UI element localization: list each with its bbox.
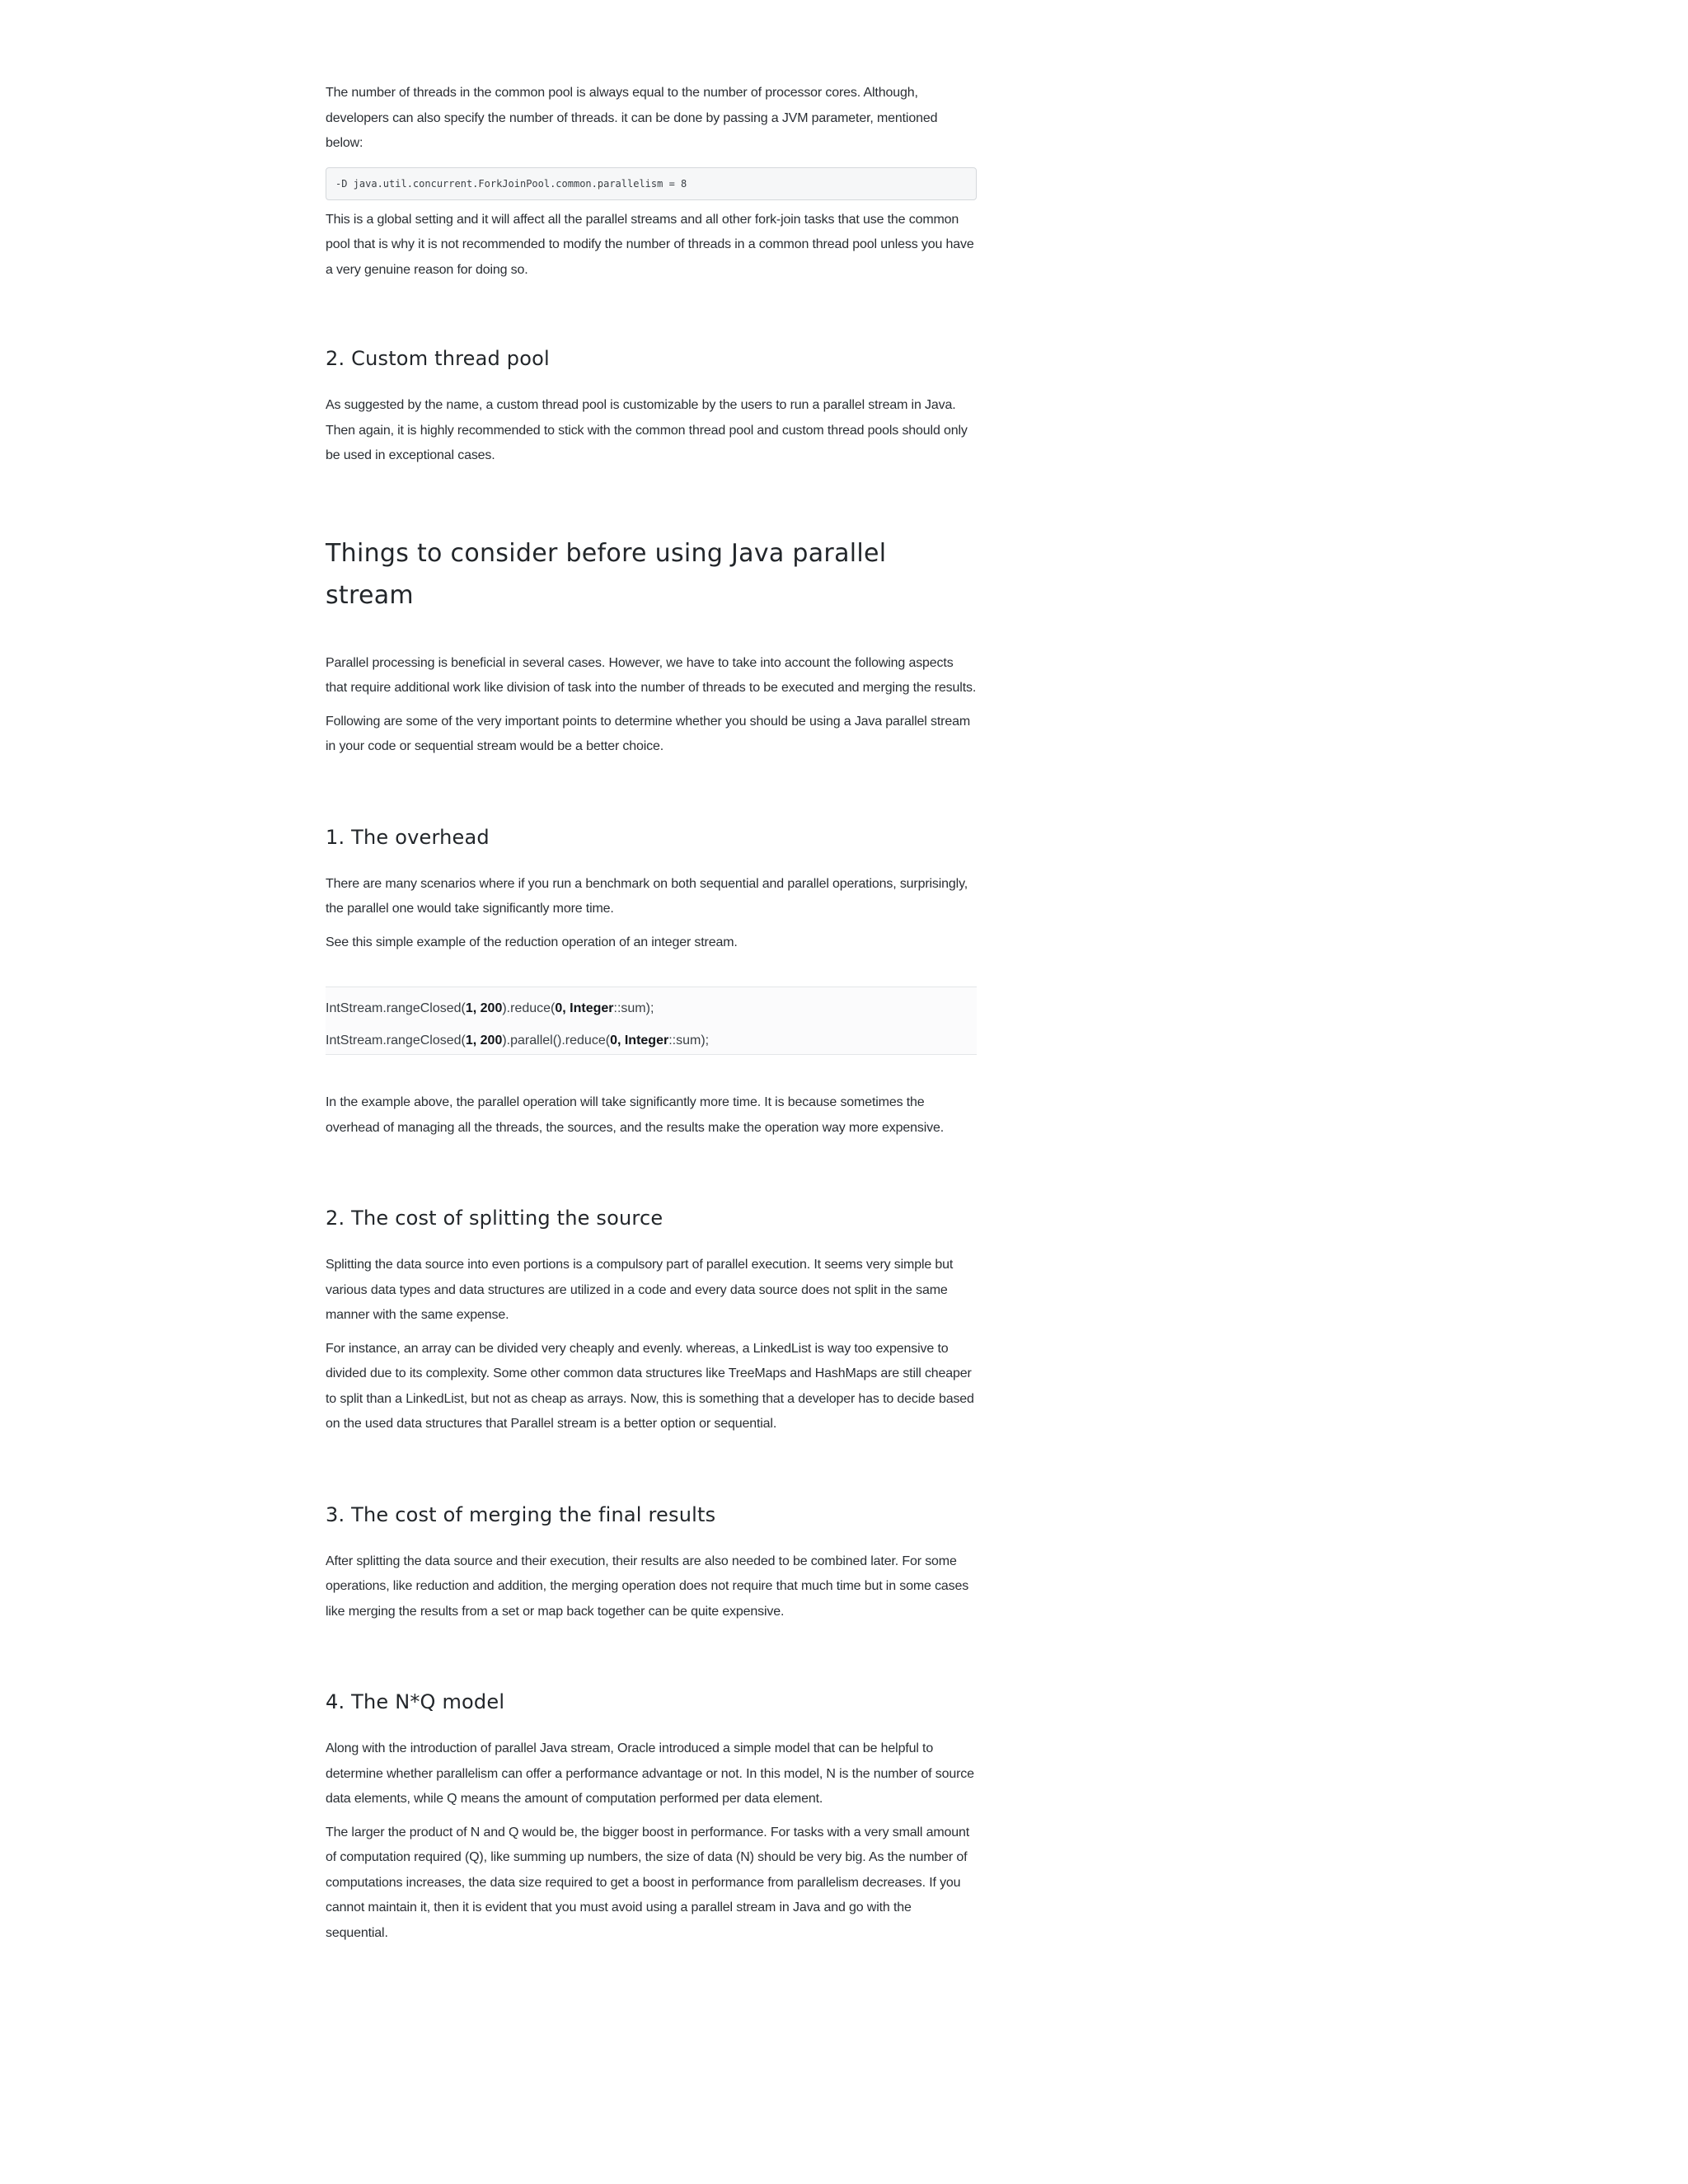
intro-paragraph-2: This is a global setting and it will affect all the parallel streams and all other fork-join tasks that use the common pool that is why it is not recommended to modify the number of threads in a common thread pool unless you have a very genuine reason for doing so. [326,212,974,277]
nq-model-heading: 4. The N*Q model [326,1690,505,1713]
intro-paragraph-1: The number of threads in the common pool is always equal to the number of processor cores. Although, developers can also specify the number of threads. it can be done by passing a JVM parameter, mentioned below: [326,86,938,150]
nq-model-paragraph-1: Along with the introduction of parallel Java stream, Oracle introduced a simple model that can be helpful to determine whether parallelism can offer a performance advantage or not. In this model, N is the number of source data elements, while Q means the amount of computation performed per data element. [326,1741,974,1806]
custom-thread-pool-paragraph: As suggested by the name, a custom thread pool is customizable by the users to run a parallel stream in Java. Then again, it is highly recommended to stick with the common thread pool and custom thread pools should only be used in exceptional cases. [326,398,968,462]
splitting-paragraph-1: Splitting the data source into even portions is a compulsory part of parallel execution. It seems very simple but various data types and data structures are utilized in a code and every data source does not split in the same manner with the same expense. [326,1258,954,1322]
article-body [326,0,977,1946]
nq-model-paragraph-2: The larger the product of N and Q would be, the bigger boost in performance. For tasks with a very small amount of computation required (Q), like summing up numbers, the size of data (N) should be very big. As the number of computations increases, the data size required to get a boost in performance from parallelism decreases. If you cannot maintain it, then it is evident that you must avoid using a parallel stream in Java and go with the sequential. [326,1825,970,1940]
overhead-paragraph-1: There are many scenarios where if you run a benchmark on both sequential and parallel operations, surprisingly, the parallel one would take significantly more time. [326,876,968,916]
considerations-paragraph-1: Parallel processing is beneficial in several cases. However, we have to take into account the following aspects that require additional work like division of task into the number of threads to be executed and merging the results. [326,655,977,695]
merging-paragraph: After splitting the data source and their execution, their results are also needed to be combined later. For some operations, like reduction and addition, the merging operation does not require that much time but in some cases like merging the results from a set or map back together can be quite expensive. [326,1554,969,1619]
overhead-paragraph-2: See this simple example of the reduction operation of an integer stream. [326,935,738,949]
code-line-parallel: IntStream.rangeClosed(1, 200).parallel().reduce(0, Integer::sum); [326,1033,710,1047]
jvm-parameter-code: -D java.util.concurrent.ForkJoinPool.common.parallelism = 8 [326,167,977,200]
code-line-sequential: IntStream.rangeClosed(1, 200).reduce(0, Integer::sum); [326,1001,654,1015]
considerations-paragraph-2: Following are some of the very important points to determine whether you should be using a Java parallel stream in your code or sequential stream would be a better choice. [326,714,970,753]
considerations-heading: Things to consider before using Java parallel stream [326,538,887,610]
custom-thread-pool-heading: 2. Custom thread pool [326,347,550,370]
reduce-code-example [326,987,977,1055]
overhead-paragraph-3: In the example above, the parallel operation will take significantly more time. It is because sometimes the overhead of managing all the threads, the sources, and the results make the operation way more expensive. [326,1095,945,1135]
overhead-heading: 1. The overhead [326,825,490,849]
merging-heading: 3. The cost of merging the final results [326,1502,716,1526]
splitting-heading: 2. The cost of splitting the source [326,1207,663,1230]
splitting-paragraph-2: For instance, an array can be divided very cheaply and evenly. whereas, a LinkedList is way too expensive to divided due to its complexity. Some other common data structures like TreeMaps and HashMaps are still cheaper to split than a LinkedList, but not as cheap as arrays. Now, this is something that a developer has to decide based on the used data structures that Parallel stream is a better option or sequential. [326,1341,974,1431]
